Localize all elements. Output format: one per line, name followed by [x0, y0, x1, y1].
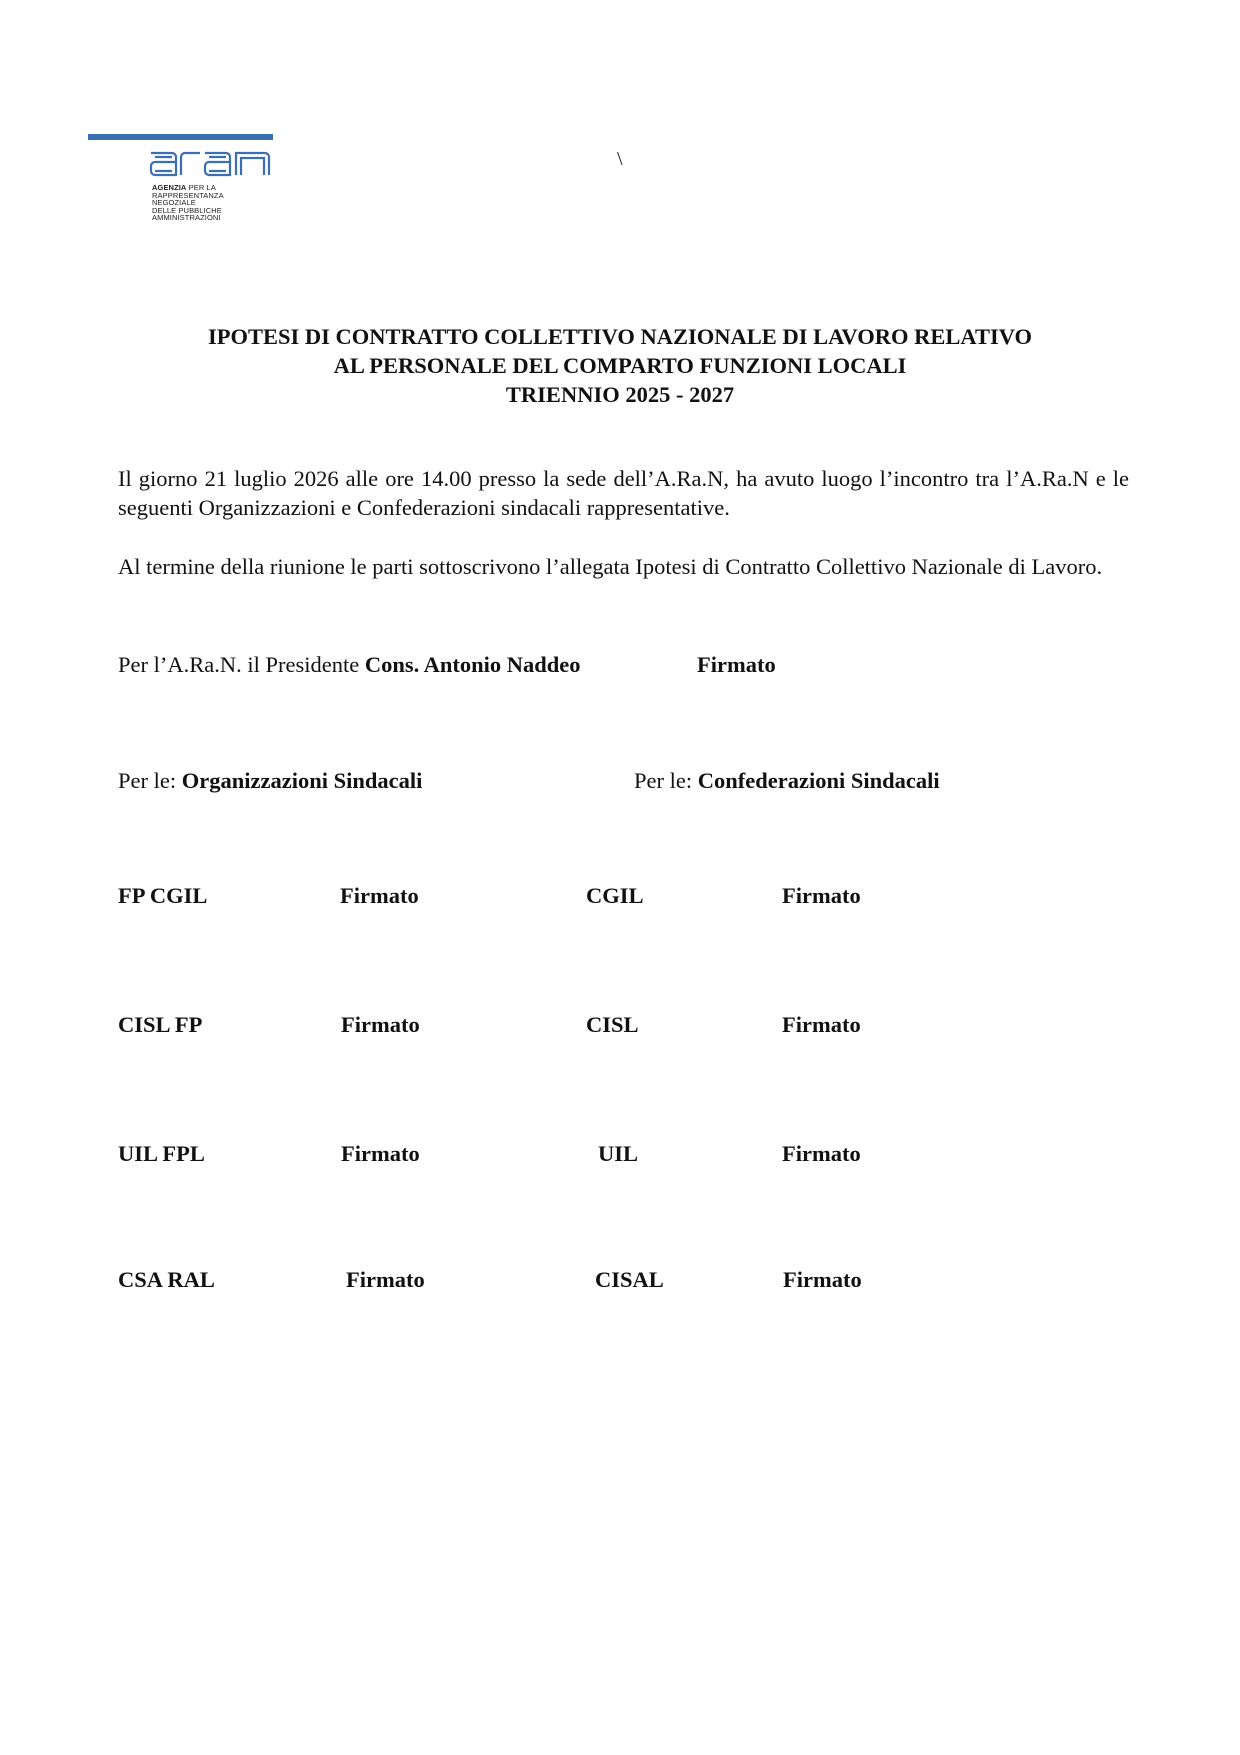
conf-status: Firmato [782, 1141, 861, 1166]
president-name: Cons. Antonio Naddeo [364, 652, 581, 677]
conf-status: Firmato [782, 1012, 861, 1037]
organizations-header [118, 766, 422, 795]
conf-name: CISAL [595, 1267, 664, 1292]
logo-agency-line: NEGOZIALE [152, 198, 196, 208]
title-line-3: TRIENNIO 2025 - 2027 [505, 382, 735, 407]
president-prefix: Per l’A.Ra.N. il Presidente [118, 652, 365, 677]
logo-agency-line: AMMINISTRAZIONI [152, 213, 221, 223]
org-name: CISL FP [118, 1012, 203, 1037]
conf-name: CISL [586, 1012, 639, 1037]
title-line-2: AL PERSONALE DEL COMPARTO FUNZIONI LOCALI [333, 353, 907, 378]
organizations-prefix: Per le: [118, 768, 182, 793]
org-name: UIL FPL [118, 1141, 205, 1166]
logo-agency-line: RAPPRESENTANZA [152, 190, 224, 200]
stray-mark: \ [617, 148, 623, 170]
org-status: Firmato [346, 1267, 425, 1292]
org-status: Firmato [341, 1012, 420, 1037]
logo-agency-line: DELLE PUBBLICHE [152, 205, 222, 215]
conf-name: CGIL [586, 883, 644, 908]
aran-logo [88, 134, 278, 224]
logo-bar [88, 134, 273, 140]
org-status: Firmato [341, 1141, 420, 1166]
conf-name: UIL [598, 1141, 639, 1166]
document-title [100, 322, 1140, 409]
signing-paragraph: Al termine della riunione le parti sottoscrivono l’allegata Ipotesi di Contratto Collettivo Nazionale di Lavoro. [118, 554, 1103, 579]
confederations-prefix: Per le: [634, 768, 698, 793]
aran-wordmark-icon [148, 144, 273, 178]
confederations-label: Confederazioni Sindacali [697, 768, 940, 793]
org-name: FP CGIL [118, 883, 208, 908]
org-status: Firmato [340, 883, 419, 908]
logo-agency-text: AGENZIA PER LA RAPPRESENTANZA NEGOZIALE DELLE PUBBLICHE AMMINISTRAZIONI [152, 183, 224, 223]
conf-status: Firmato [783, 1267, 862, 1292]
confederations-header [634, 766, 940, 795]
president-status: Firmato [697, 652, 776, 677]
conf-status: Firmato [782, 883, 861, 908]
org-name: CSA RAL [118, 1267, 215, 1292]
logo-agency-bold: AGENZIA [152, 183, 187, 192]
organizations-label: Organizzazioni Sindacali [181, 768, 423, 793]
meeting-paragraph: Il giorno 21 luglio 2026 alle ore 14.00 presso la sede dell’A.Ra.N, ha avuto luogo l’incontro tra l’A.Ra.N e le seguenti Organizzazioni e Confederazioni sindacali rappresentative. [118, 466, 1129, 520]
president-line [118, 650, 581, 679]
title-line-1: IPOTESI DI CONTRATTO COLLETTIVO NAZIONALE DI LAVORO RELATIVO [207, 324, 1033, 349]
